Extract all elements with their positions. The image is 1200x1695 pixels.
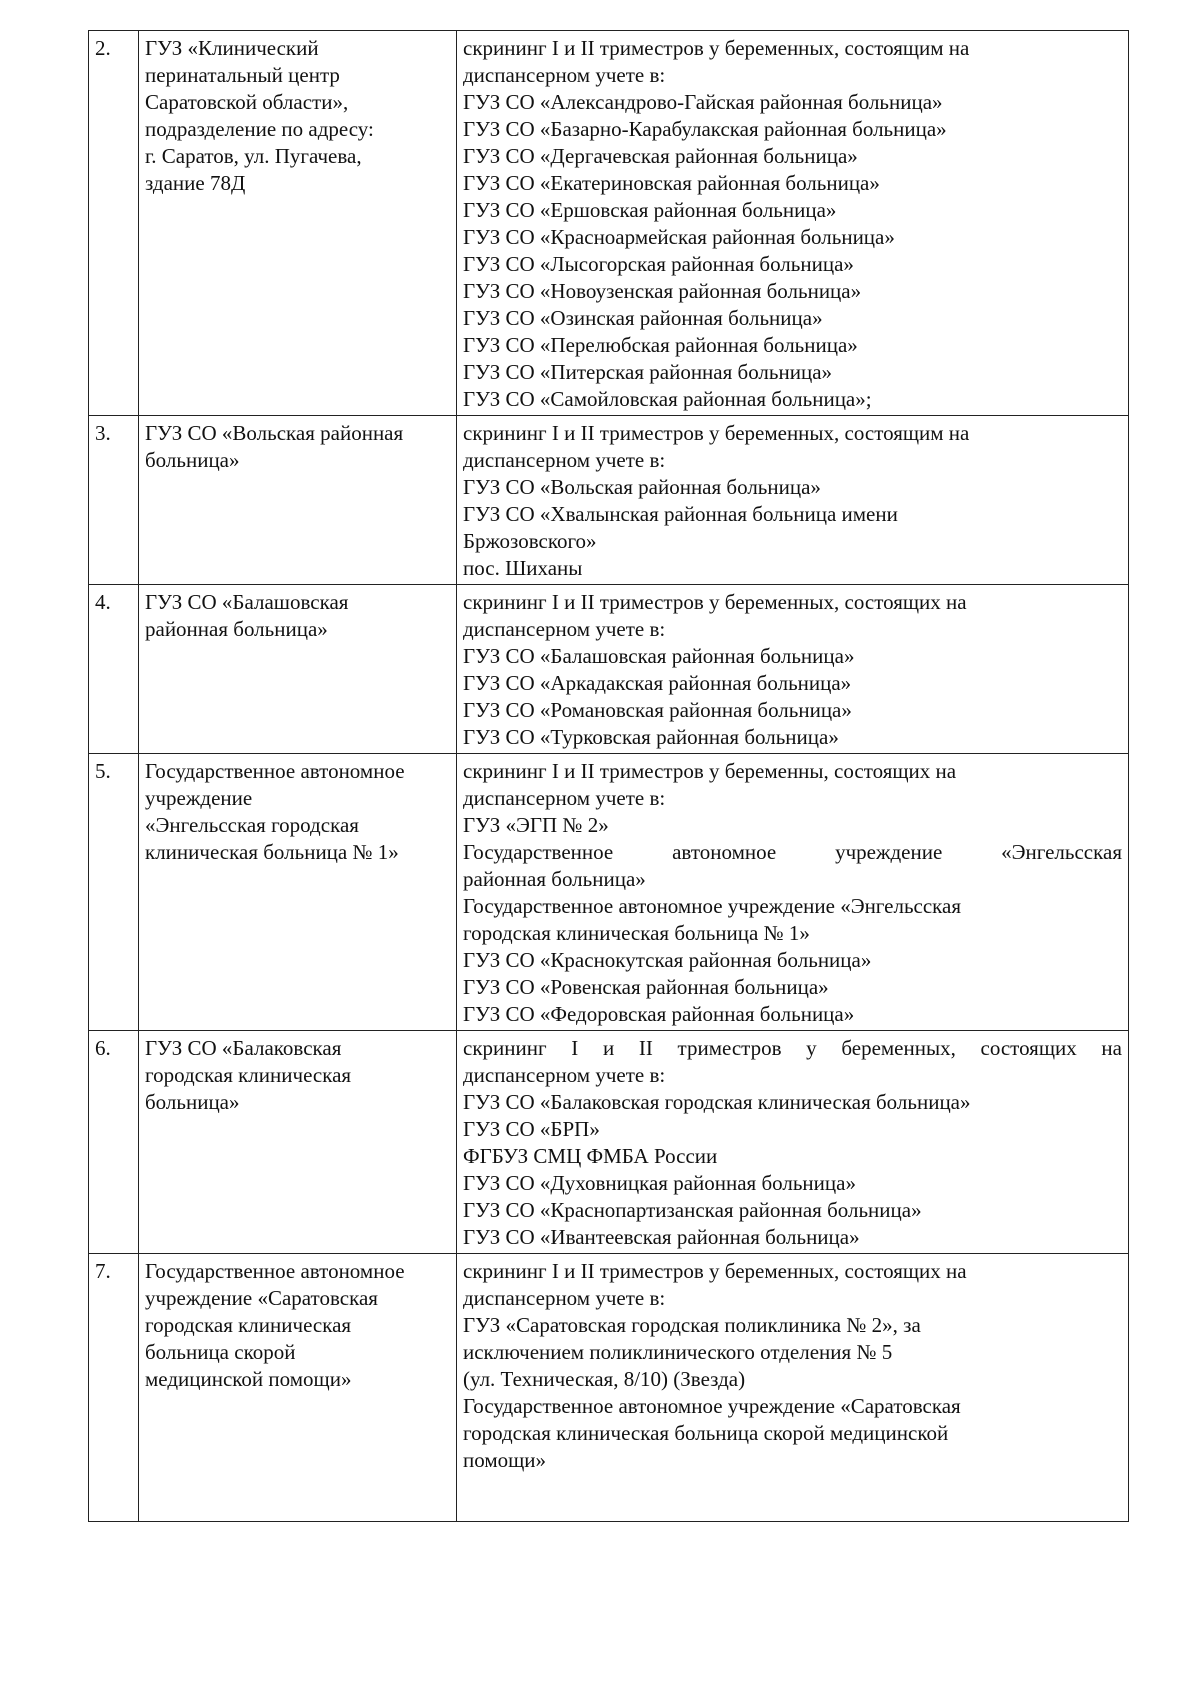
table-row [89, 754, 1129, 1031]
description-line: ГУЗ СО «Дергачевская районная больница» [463, 144, 858, 168]
description-line: ГУЗ СО «Федоровская районная больница» [463, 1002, 855, 1026]
description-line: диспансерном учете в: [463, 1063, 666, 1087]
description-line: (ул. Техническая, 8/10) (Звезда) [463, 1367, 746, 1391]
organization-line: ГУЗ СО «Балашовская [145, 590, 349, 614]
organization-cell [139, 31, 457, 416]
row-number: 6. [89, 1031, 139, 1254]
description-line: скрининг I и II триместров у беременных, состоящим на [463, 36, 970, 60]
screening-description-cell [457, 1254, 1129, 1522]
description-line: ГУЗ СО «Краснокутская районная больница» [463, 948, 872, 972]
description-line: диспансерном учете в: [463, 617, 666, 641]
description-line: скрининг I и II триместров у беременных, состоящим на [463, 421, 970, 445]
organization-line: г. Саратов, ул. Пугачева, [145, 144, 362, 168]
description-line: скрининг I и II триместров у беременны, состоящих на [463, 759, 957, 783]
description-line: ГУЗ СО «Лысогорская районная больница» [463, 252, 854, 276]
description-line: ГУЗ «ЭГП № 2» [463, 813, 609, 837]
description-line: диспансерном учете в: [463, 1286, 666, 1310]
organization-line: Государственное автономное [145, 759, 405, 783]
description-line: Бржозовского» [463, 529, 597, 553]
description-line: городская клиническая больница № 1» [463, 921, 810, 945]
description-line: районная больница» [463, 867, 646, 891]
screening-description-cell [457, 1031, 1129, 1254]
organization-line: здание 78Д [145, 171, 246, 195]
organization-cell [139, 754, 457, 1031]
organization-line: больница» [145, 448, 240, 472]
screening-description-cell [457, 754, 1129, 1031]
row-number: 4. [89, 585, 139, 754]
screening-description-cell [457, 416, 1129, 585]
table-row [89, 1254, 1129, 1522]
organization-line: учреждение «Саратовская [145, 1286, 378, 1310]
description-line: скрининг I и II триместров у беременных, состоящих на [463, 590, 967, 614]
row-number: 2. [89, 31, 139, 416]
description-line: ГУЗ СО «Хвалынская районная больница имени [463, 502, 898, 526]
description-line: ГУЗ СО «БРП» [463, 1117, 600, 1141]
organization-line: учреждение [145, 786, 253, 810]
description-line: ГУЗ СО «Перелюбская районная больница» [463, 333, 858, 357]
description-line: Государственное автономное учреждение «Энгельсская [463, 894, 962, 918]
description-line: ГУЗ СО «Самойловская районная больница»; [463, 387, 872, 411]
organization-line: городская клиническая [145, 1313, 352, 1337]
description-line: пос. Шиханы [463, 556, 583, 580]
organization-cell [139, 1031, 457, 1254]
description-line: диспансерном учете в: [463, 448, 666, 472]
organization-line: больница скорой [145, 1340, 296, 1364]
description-line: ГУЗ СО «Краснопартизанская районная больница» [463, 1198, 922, 1222]
description-line: помощи» [463, 1448, 547, 1472]
description-line: Государственное автономное учреждение «Энгельсская [463, 840, 1122, 864]
description-line: ГУЗ СО «Александрово-Гайская районная больница» [463, 90, 943, 114]
organization-line: ГУЗ СО «Вольская районная [145, 421, 404, 445]
row-number: 5. [89, 754, 139, 1031]
description-line: скрининг I и II триместров у беременных, состоящих на [463, 1259, 967, 1283]
organization-line: клиническая больница № 1» [145, 840, 399, 864]
description-line: ГУЗ СО «Ровенская районная больница» [463, 975, 829, 999]
description-line: ГУЗ СО «Духовницкая районная больница» [463, 1171, 856, 1195]
table-row [89, 31, 1129, 416]
organization-cell [139, 585, 457, 754]
description-line: ГУЗ СО «Аркадакская районная больница» [463, 671, 852, 695]
organization-line: подразделение по адресу: [145, 117, 374, 141]
description-line: ГУЗ СО «Екатериновская районная больница» [463, 171, 880, 195]
row-number: 7. [89, 1254, 139, 1522]
description-line: ГУЗ СО «Балашовская районная больница» [463, 644, 855, 668]
organization-line: перинатальный центр [145, 63, 340, 87]
organization-line: ГУЗ СО «Балаковская [145, 1036, 342, 1060]
description-line: ГУЗ СО «Базарно-Карабулакская районная больница» [463, 117, 947, 141]
screening-table [88, 30, 1129, 1522]
organization-line: Саратовской области», [145, 90, 349, 114]
organization-line: городская клиническая [145, 1063, 352, 1087]
description-line: скрининг I и II триместров у беременных, состоящих на [463, 1036, 1122, 1060]
table-row [89, 416, 1129, 585]
screening-description-cell [457, 585, 1129, 754]
description-line: ГУЗ «Саратовская городская поликлиника № 2», за [463, 1313, 921, 1337]
organization-line: медицинской помощи» [145, 1367, 352, 1391]
organization-cell [139, 1254, 457, 1522]
organization-cell [139, 416, 457, 585]
organization-line: Государственное автономное [145, 1259, 405, 1283]
description-line: ГУЗ СО «Озинская районная больница» [463, 306, 823, 330]
description-line: Государственное автономное учреждение «Саратовская [463, 1394, 961, 1418]
description-line: ГУЗ СО «Ершовская районная больница» [463, 198, 837, 222]
description-line: городская клиническая больница скорой медицинской [463, 1421, 949, 1445]
description-line: ГУЗ СО «Романовская районная больница» [463, 698, 852, 722]
table-row [89, 585, 1129, 754]
description-line: исключением поликлинического отделения № 5 [463, 1340, 893, 1364]
organization-line: больница» [145, 1090, 240, 1114]
description-line: ГУЗ СО «Балаковская городская клиническая больница» [463, 1090, 971, 1114]
description-line: ГУЗ СО «Вольская районная больница» [463, 475, 821, 499]
description-line: диспансерном учете в: [463, 786, 666, 810]
description-line: диспансерном учете в: [463, 63, 666, 87]
description-line: ГУЗ СО «Красноармейская районная больница» [463, 225, 895, 249]
screening-description-cell [457, 31, 1129, 416]
description-line: ГУЗ СО «Турковская районная больница» [463, 725, 839, 749]
description-line: ГУЗ СО «Ивантеевская районная больница» [463, 1225, 860, 1249]
description-line: ГУЗ СО «Новоузенская районная больница» [463, 279, 862, 303]
organization-line: районная больница» [145, 617, 328, 641]
table-row [89, 1031, 1129, 1254]
description-line: ФГБУЗ СМЦ ФМБА России [463, 1144, 718, 1168]
description-line: ГУЗ СО «Питерская районная больница» [463, 360, 833, 384]
row-number: 3. [89, 416, 139, 585]
organization-line: ГУЗ «Клинический [145, 36, 319, 60]
organization-line: «Энгельсская городская [145, 813, 359, 837]
